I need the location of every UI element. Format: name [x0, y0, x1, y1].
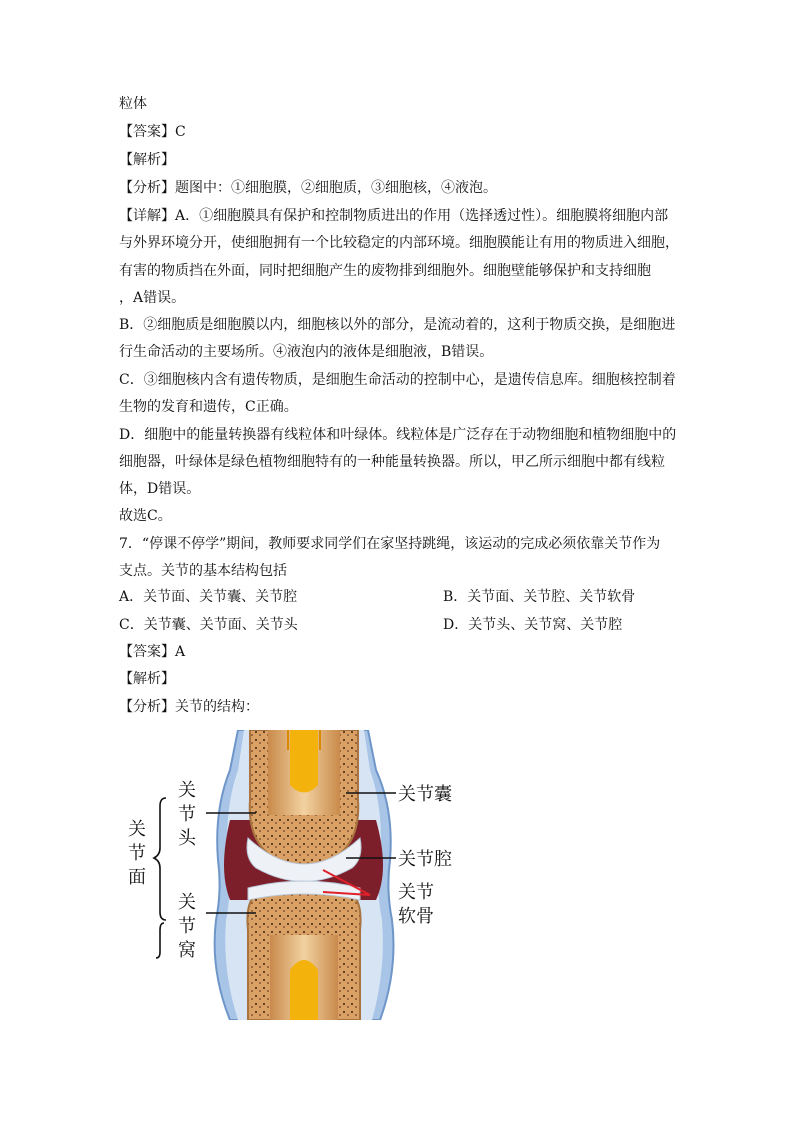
- answer-line: 【答案】A: [119, 644, 186, 660]
- answer-line: 【答案】C: [119, 124, 186, 140]
- label-joint-surface: [128, 819, 152, 888]
- analysis-heading: 【解析】: [119, 152, 175, 168]
- label-char: 面: [128, 867, 146, 888]
- label-joint-head: 关 节 头: [178, 780, 196, 849]
- text-line: 【分析】关节的结构：: [119, 699, 259, 715]
- text-line: 故选C。: [119, 508, 172, 524]
- question-line: 7．“停课不停学”期间，教师要求同学们在家坚持跳绳，该运动的完成必须依靠关节作为: [119, 536, 661, 552]
- text-line: 粒体: [119, 96, 147, 112]
- text-line: 有害的物质挡在外面，同时把细胞产生的废物排到细胞外。细胞壁能够保护和支持细胞: [119, 263, 651, 279]
- option-a: A．关节面、关节囊、关节腔: [119, 589, 298, 605]
- text-line: 体，D错误。: [119, 481, 201, 497]
- text-line: B．②细胞质是细胞膜以内，细胞核以外的部分，是流动着的，这利于物质交换，是细胞进: [119, 317, 676, 333]
- option-d: D．关节头、关节窝、关节腔: [443, 617, 623, 633]
- option-b: B．关节面、关节腔、关节软骨: [443, 589, 636, 605]
- text-line: 行生命活动的主要场所。④液泡内的液体是细胞液，B错误。: [119, 344, 494, 360]
- label-joint-cartilage-2: 软骨: [398, 906, 434, 927]
- analysis-heading: 【解析】: [119, 671, 175, 687]
- option-c: C．关节囊、关节面、关节头: [119, 617, 298, 633]
- text-line: 与外界环境分开，使细胞拥有一个比较稳定的内部环境。细胞膜能让有用的物质进入细胞，: [119, 235, 679, 251]
- label-char: 节: [128, 843, 146, 864]
- question-line: 支点。关节的基本结构包括: [119, 563, 287, 579]
- label-joint-cartilage-1: 关节: [398, 882, 434, 903]
- label-joint-capsule: 关节囊: [398, 784, 452, 805]
- text-line: 【分析】题图中：①细胞膜，②细胞质，③细胞核，④液泡。: [119, 180, 497, 196]
- joint-structure-diagram: [118, 730, 468, 1020]
- text-line: 【详解】A．①细胞膜具有保护和控制物质进出的作用（选择透过性）。细胞膜将细胞内部: [119, 208, 669, 224]
- text-line: 生物的发育和遗传，C正确。: [119, 399, 298, 415]
- label-char: 关: [128, 819, 146, 840]
- text-line: 细胞器，叶绿体是绿色植物细胞特有的一种能量转换器。所以，甲乙所示细胞中都有线粒: [119, 454, 665, 470]
- text-line: C．③细胞核内含有遗传物质，是细胞生命活动的控制中心，是遗传信息库。细胞核控制着: [119, 372, 676, 388]
- label-joint-socket: 关 节 窝: [178, 892, 196, 961]
- label-joint-cavity: 关节腔: [398, 849, 452, 870]
- text-line: ，A错误。: [119, 290, 186, 306]
- text-line: D．细胞中的能量转换器有线粒体和叶绿体。线粒体是广泛存在于动物细胞和植物细胞中的: [119, 427, 677, 443]
